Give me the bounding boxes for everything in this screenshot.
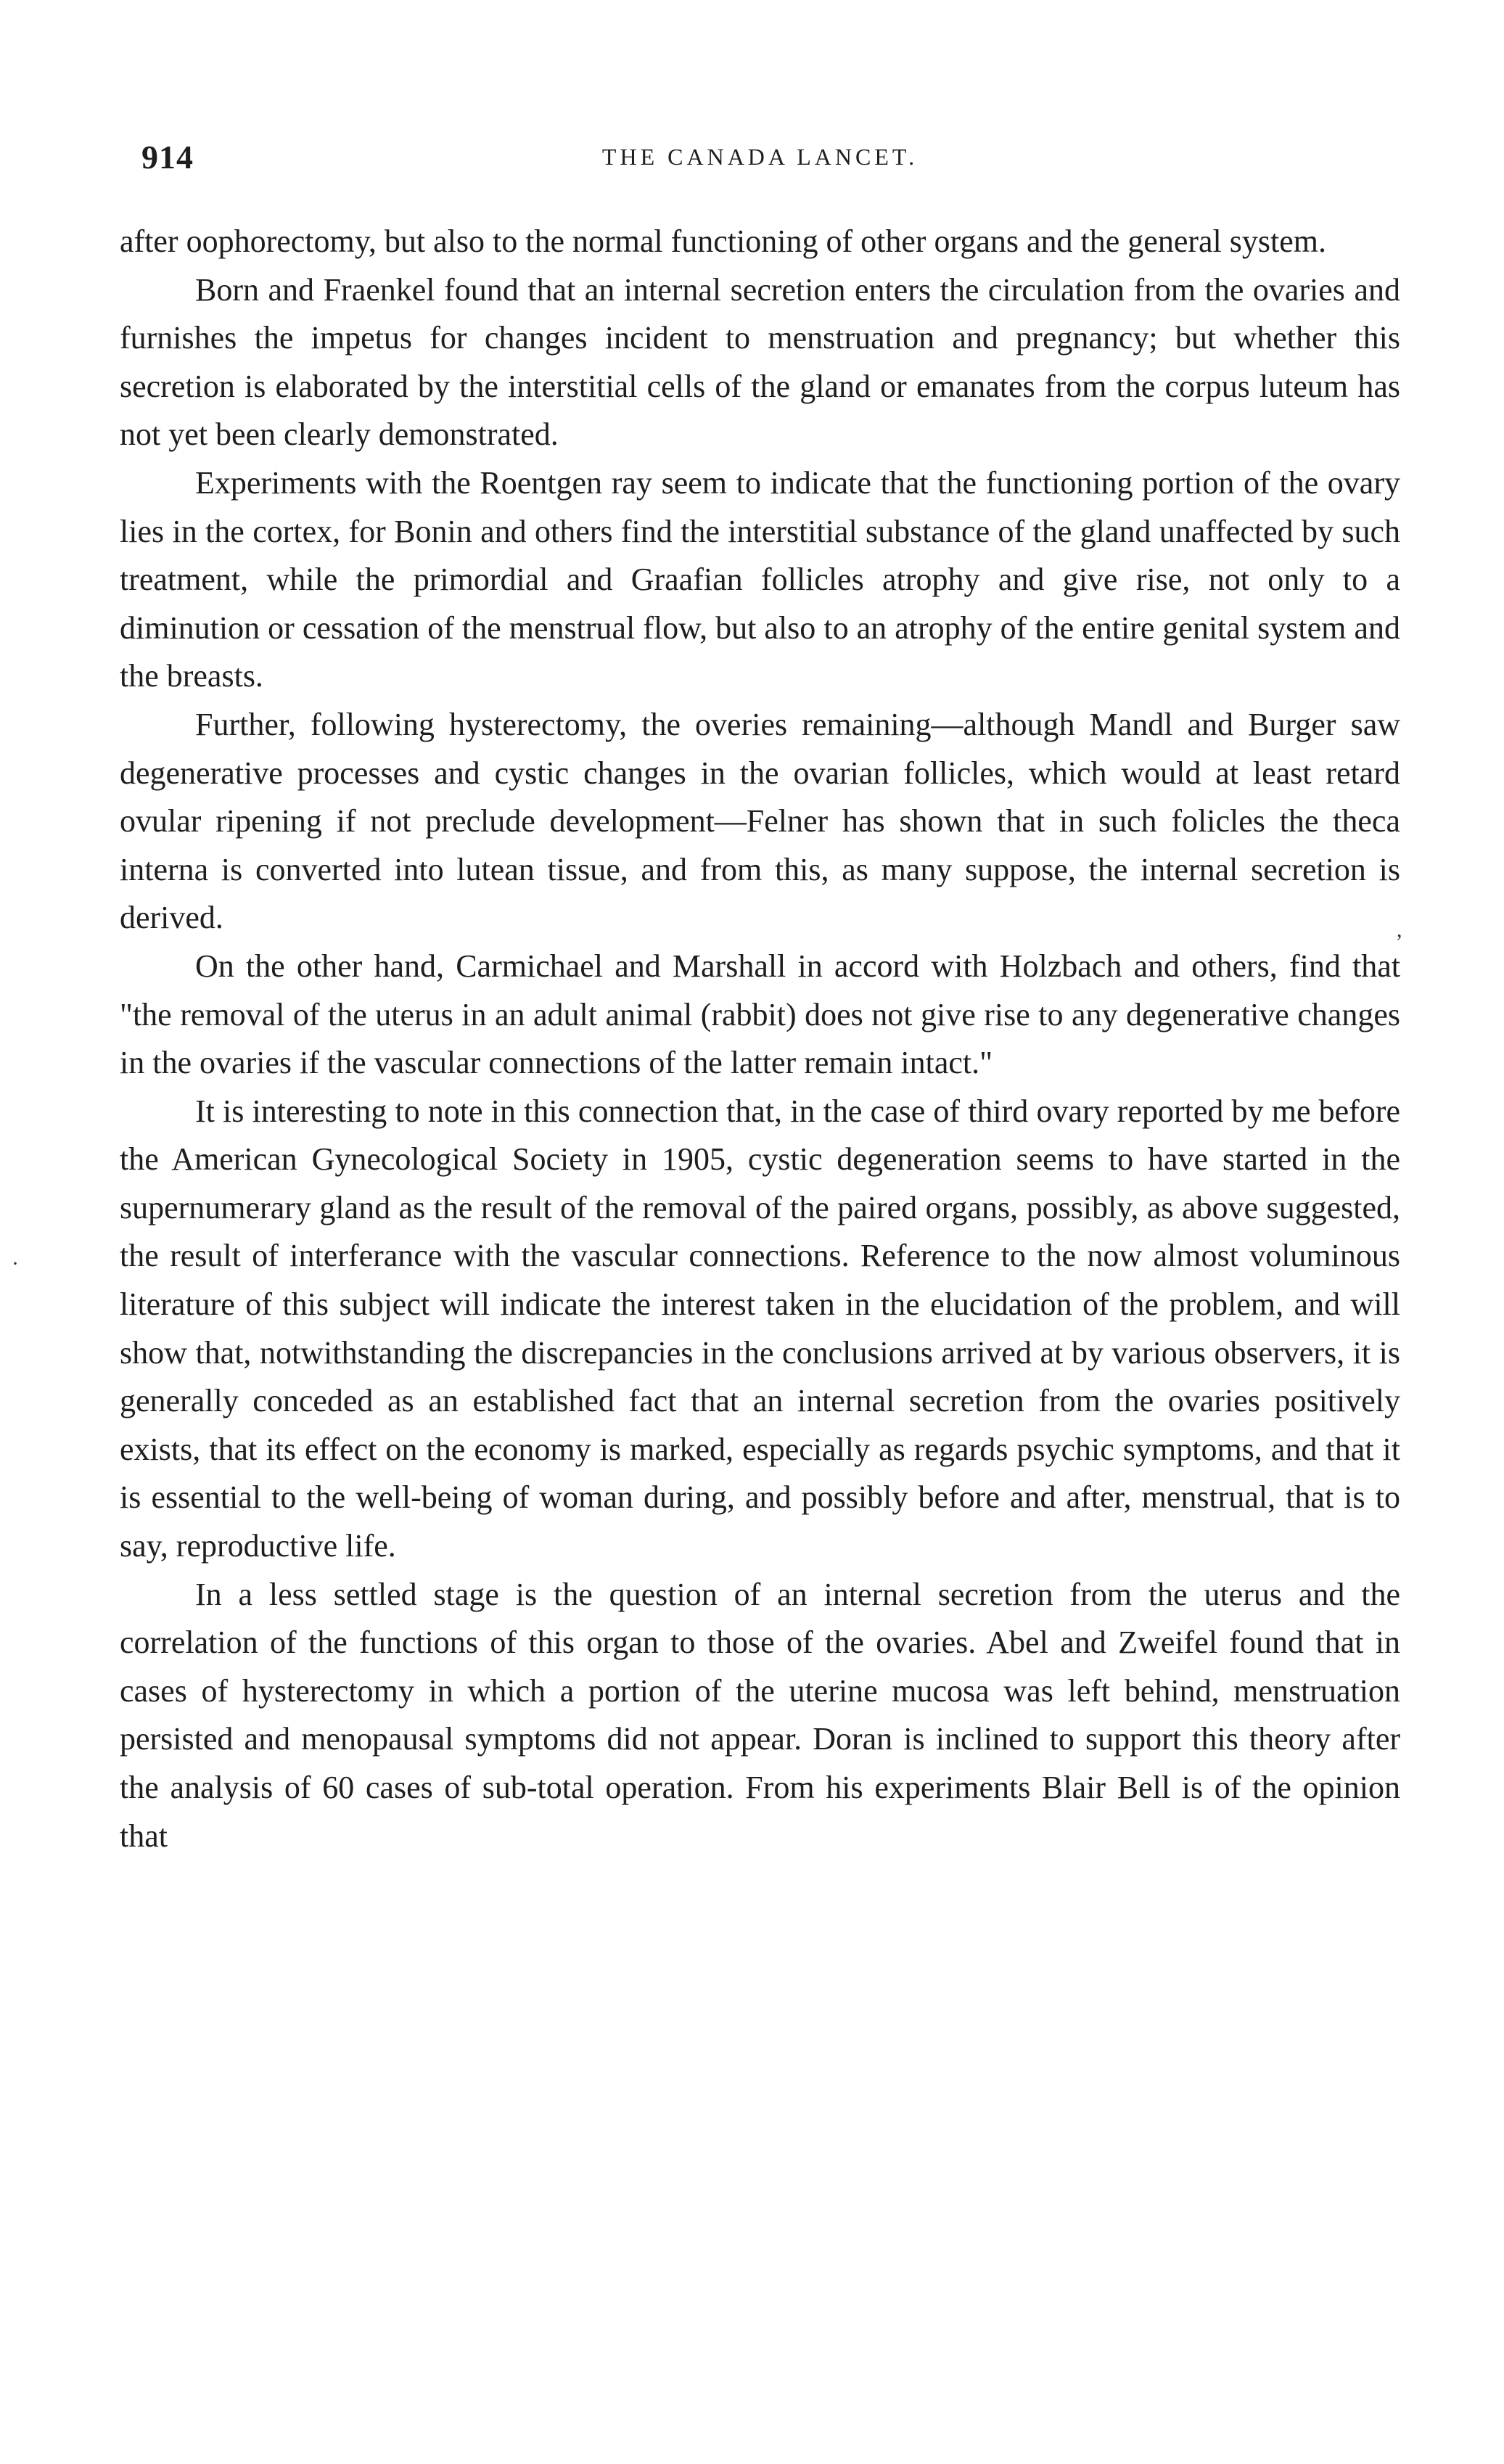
- paragraph: Born and Fraenkel found that an internal secretion enters the circulation from the ovaries and furnishes the impetus for changes incident to menstruation and pregnancy; but whether this secretion is elaborated by the interstitial cells of the gland or emanates from the corpus luteum has not yet been clearly demonstrated.: [120, 271, 1400, 453]
- paragraph: It is interesting to note in this connection that, in the case of third ovary reported by me before the American Gynecological Society in 1905, cystic degeneration seems to have started in the supernumerary gland as the result of the removal of the paired organs, possibly, as above suggested, the result of interferance with the vascular connections. Reference to the now almost voluminous literature of this subject will indicate the interest taken in the elucidation of the problem, and will show that, notwithstanding the discrepancies in the conclusions arrived at by various observers, it is generally conceded as an established fact that an internal secretion from the ovaries positively exists, that its effect on the economy is marked, especially as regards psychic symptoms, and that it is essential to the well-being of woman during, and possibly before and after, menstrual, that is to say, reproductive life.: [120, 1093, 1400, 1564]
- page-number: 914: [141, 139, 194, 176]
- body-text: [120, 218, 1400, 1860]
- margin-speck: ,: [1397, 918, 1402, 942]
- paragraph: In a less settled stage is the question of an internal secretion from the uterus and the correlation of the functions of this organ to those of the ovaries. Abel and Zweifel found that in cases of hysterectomy in which a portion of the uterine mucosa was left behind, menstruation persisted and menopausal symptoms did not appear. Doran is inclined to support this theory after the analysis of 60 cases of sub-total operation. From his experiments Blair Bell is of the opinion that: [120, 1576, 1400, 1854]
- margin-speck: ·: [12, 1252, 19, 1276]
- paragraph: On the other hand, Carmichael and Marshall in accord with Holzbach and others, find that "the removal of the uterus in an adult animal (rabbit) does not give rise to any degenerative changes in the ovaries if the vascular connections of the latter remain intact.": [120, 948, 1400, 1081]
- page-header: [120, 138, 1400, 181]
- running-head: THE CANADA LANCET.: [601, 144, 919, 170]
- paragraph: Experiments with the Roentgen ray seem to indicate that the functioning portion of the ovary lies in the cortex, for Bonin and others find the interstitial substance of the gland unaffected by such treatment, while the primordial and Graafian follicles atrophy and give rise, not only to a diminution or cessation of the menstrual flow, but also to an atrophy of the entire genital system and the breasts.: [120, 464, 1400, 694]
- paragraph-continuation: after oophorectomy, but also to the normal functioning of other organs and the general system.: [120, 223, 1326, 259]
- paragraph: Further, following hysterectomy, the overies remaining—although Mandl and Burger saw degenerative processes and cystic changes in the ovarian follicles, which would at least retard ovular ripening if not preclude development—Felner has shown that in such folicles the theca interna is converted into lutean tissue, and from this, as many suppose, the internal secretion is derived.: [120, 706, 1400, 936]
